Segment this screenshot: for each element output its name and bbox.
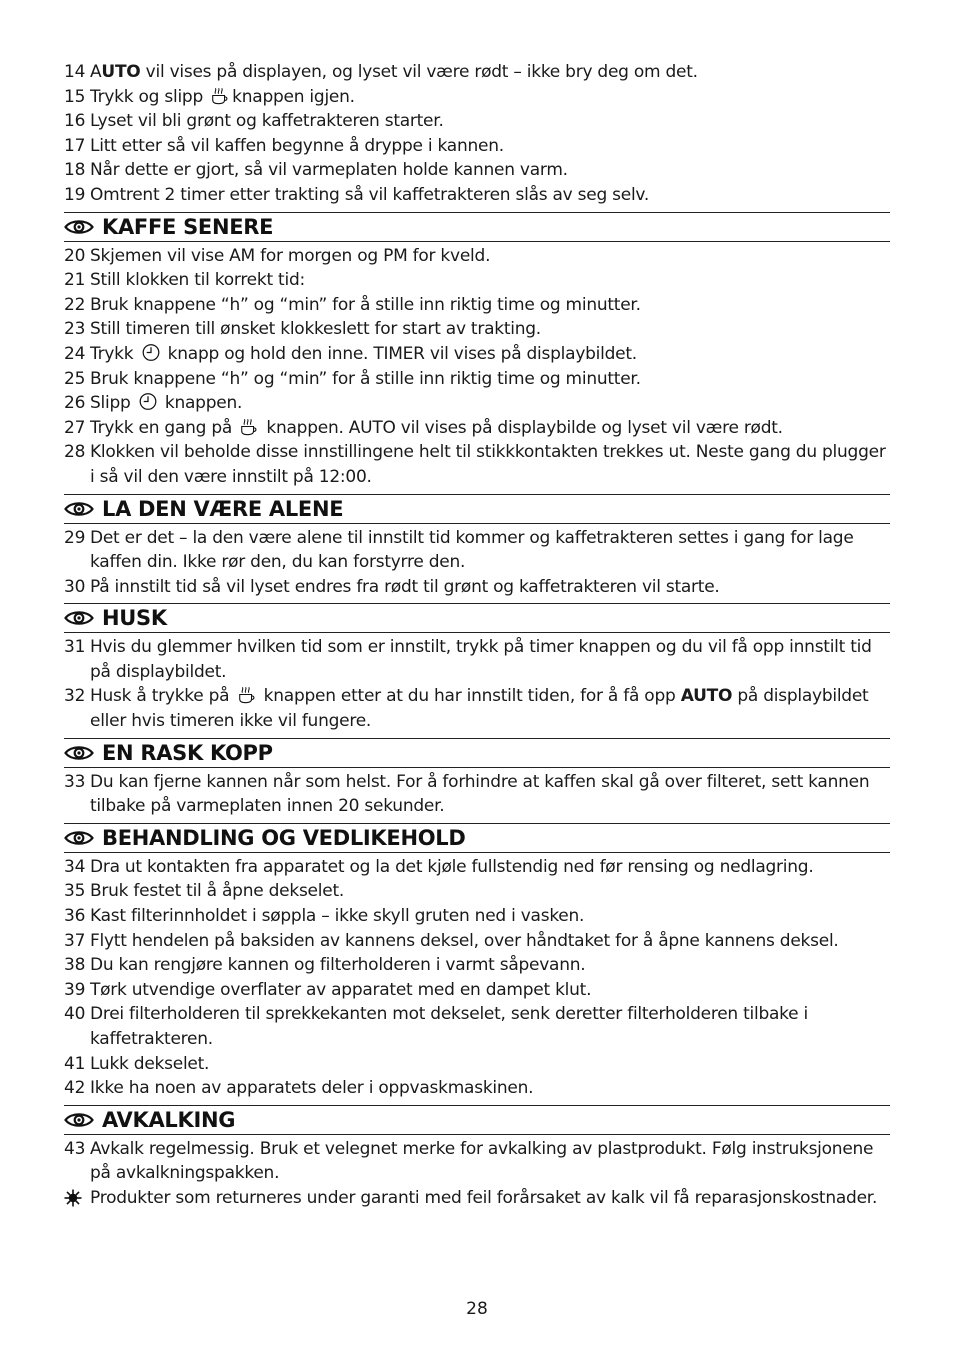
- list-item: [64, 416, 890, 441]
- item-number: 26: [64, 393, 86, 414]
- item-text-content: Still klokken til korrekt tid:: [90, 270, 305, 291]
- item-text-content: Hvis du glemmer hvilken tid som er innstilt, trykk på timer knappen og du vil få opp innstilt tid på displaybildet.: [90, 637, 872, 682]
- item-number: 40: [64, 1004, 86, 1025]
- list-item: [64, 134, 890, 159]
- list-item: [64, 929, 890, 954]
- list-item: [64, 367, 890, 392]
- item-text-part: Slipp: [90, 393, 136, 414]
- item-number: 17: [64, 135, 86, 156]
- item-text: [90, 931, 839, 951]
- item-text: [90, 160, 568, 180]
- item-number: 42: [64, 1078, 86, 1099]
- item-text-content: Kast filterinnholdet i søppla – ikke skyll gruten ned i vasken.: [90, 906, 585, 927]
- item-text-content: Tørk utvendige overflater av apparatet med en dampet klut.: [90, 979, 592, 1000]
- item-bold-text: AUTO: [680, 686, 733, 707]
- item-text-part: knappen etter at du har innstilt tiden, for å få opp: [258, 686, 681, 707]
- item-text: [90, 442, 886, 487]
- item-text-part: knapp og hold den inne. TIMER vil vises på displaybildet.: [162, 343, 637, 364]
- item-text-content: Omtrent 2 timer etter trakting så vil kaffetrakteren slås av seg selv.: [90, 184, 650, 205]
- item-number: 28: [64, 442, 86, 463]
- item-number: 35: [64, 881, 86, 902]
- item-text-part: A: [90, 62, 102, 82]
- list-item: [64, 317, 890, 342]
- item-number: 24: [64, 343, 86, 364]
- item-text: [90, 528, 854, 573]
- list-item: [64, 904, 890, 929]
- item-text: [90, 906, 584, 926]
- list-item: [64, 953, 890, 978]
- eye-icon: [64, 219, 94, 235]
- section-title: HUSK: [102, 606, 167, 631]
- item-text-content: Klokken vil beholde disse innstillingene helt til stikkkontakten trekkes ut. Neste gang du plugger i så vil den være innstilt på 12:00.: [90, 442, 886, 487]
- list-item: [64, 879, 890, 904]
- item-text-content: Det er det – la den være alene til innstilt tid kommer og kaffetrakteren settes i gang for lage kaffen din. Ikke rør den, du kan forstyrre den.: [90, 527, 854, 573]
- item-text-content: Produkter som returneres under garanti med feil forårsaket av kalk vil få reparasjonskostnader.: [90, 1187, 878, 1208]
- list-item: [64, 342, 890, 367]
- clock-icon: [138, 392, 158, 411]
- item-text: [90, 577, 720, 597]
- item-text: [90, 1004, 808, 1049]
- list-item: [64, 60, 890, 85]
- list-item: [64, 1137, 890, 1186]
- section-title: BEHANDLING OG VEDLIKEHOLD: [102, 825, 466, 850]
- item-text: [90, 344, 637, 364]
- item-text-content: Avkalk regelmessig. Bruk et velegnet merke for avkalking av plastprodukt. Følg instruksjonene på avkalkningspakken.: [90, 1138, 874, 1184]
- list-item: [64, 391, 890, 416]
- item-text-content: Skjemen vil vise AM for morgen og PM for kveld.: [90, 245, 491, 266]
- section-header: [64, 823, 890, 853]
- list-item: [64, 684, 890, 733]
- list-item: [64, 244, 890, 269]
- item-text: [90, 1078, 533, 1098]
- list-item: [64, 293, 890, 318]
- list-item: [64, 1076, 890, 1101]
- item-text-content: Litt etter så vil kaffen begynne å dryppe i kannen.: [90, 135, 504, 156]
- item-number: 27: [64, 417, 86, 438]
- item-number: 14: [64, 62, 86, 82]
- item-bold-text: UTO: [101, 62, 141, 82]
- item-number: 31: [64, 637, 86, 658]
- item-text: [90, 857, 813, 877]
- section-header: [64, 212, 890, 242]
- item-text-part: Trykk en gang på: [90, 417, 238, 438]
- list-item: [64, 183, 890, 208]
- item-text: [90, 980, 591, 1000]
- item-text-part: Trykk: [90, 343, 139, 364]
- item-number: 25: [64, 368, 86, 389]
- item-text: [90, 62, 698, 82]
- item-number: 37: [64, 930, 86, 951]
- item-text: [90, 881, 344, 901]
- item-text: [90, 772, 869, 817]
- eye-icon: [64, 830, 94, 846]
- section-header: [64, 494, 890, 524]
- eye-icon: [64, 501, 94, 517]
- item-number: 32: [64, 686, 86, 707]
- item-text-content: Lukk dekselet.: [90, 1053, 210, 1074]
- item-text-part: Trykk og slipp: [90, 86, 209, 107]
- item-text: [90, 1139, 873, 1184]
- section-header: [64, 738, 890, 768]
- item-text: [90, 369, 641, 389]
- item-text-part: knappen. AUTO vil vises på displaybilde og lyset vil være rødt.: [261, 417, 783, 438]
- eye-icon: [64, 610, 94, 626]
- item-text-content: Dra ut kontakten fra apparatet og la det kjøle fullstendig ned før rensing og nedlagring.: [90, 856, 814, 877]
- item-text-content: Bruk knappene “h” og “min” for å stille inn riktig time og minutter.: [90, 294, 641, 315]
- coffee-cup-icon: [239, 417, 259, 436]
- item-number: 30: [64, 576, 86, 597]
- item-text-content: Du kan rengjøre kannen og filterholderen i varmt såpevann.: [90, 955, 586, 976]
- section-title: EN RASK KOPP: [102, 740, 273, 765]
- list-item: [64, 268, 890, 293]
- coffee-cup-icon: [210, 86, 230, 105]
- list-item: [64, 526, 890, 575]
- list-item: [64, 1002, 890, 1051]
- item-text-content: Drei filterholderen til sprekkekanten mot dekselet, senk deretter filterholderen tilbake i kaffetrakteren.: [90, 1004, 808, 1049]
- item-text: [90, 246, 490, 266]
- item-text-content: Still timeren till ønsket klokkeslett for start av trakting.: [90, 319, 541, 340]
- list-item: [64, 440, 890, 489]
- list-item: [64, 1186, 890, 1211]
- item-number: 36: [64, 906, 86, 927]
- item-text: [90, 955, 585, 975]
- coffee-cup-icon: [237, 685, 257, 704]
- list-item: [64, 770, 890, 819]
- item-number: 34: [64, 856, 86, 877]
- item-number: 19: [64, 184, 86, 205]
- item-text: [90, 1054, 209, 1074]
- page-content: [64, 60, 890, 1211]
- item-number: 23: [64, 319, 86, 340]
- item-text: [90, 393, 242, 413]
- item-text-content: Ikke ha noen av apparatets deler i oppvaskmaskinen.: [90, 1078, 534, 1099]
- item-text-part: knappen igjen.: [232, 86, 355, 107]
- item-text: [90, 295, 641, 315]
- item-text: [90, 87, 355, 107]
- item-number: 39: [64, 979, 86, 1000]
- list-item: [64, 109, 890, 134]
- item-text: [90, 111, 444, 131]
- clock-icon: [141, 343, 161, 362]
- section-title: LA DEN VÆRE ALENE: [102, 496, 344, 521]
- item-number: 18: [64, 160, 86, 181]
- item-number: 43: [64, 1138, 86, 1159]
- item-text-part: Husk å trykke på: [90, 686, 235, 707]
- item-text: [90, 686, 868, 731]
- item-text-content: Når dette er gjort, så vil varmeplaten holde kannen varm.: [90, 160, 568, 181]
- list-item: [64, 85, 890, 110]
- section-title: KAFFE SENERE: [102, 214, 274, 239]
- item-text: [90, 136, 504, 156]
- list-item: [64, 575, 890, 600]
- item-number: 15: [64, 86, 86, 107]
- list-item: [64, 1052, 890, 1077]
- item-text: [90, 185, 649, 205]
- section-header: [64, 1105, 890, 1135]
- item-text: [90, 319, 541, 339]
- item-text: [90, 270, 305, 290]
- item-number: 16: [64, 111, 86, 132]
- item-text-part: knappen.: [159, 393, 243, 414]
- page-number: 28: [466, 1299, 488, 1319]
- item-text-content: Bruk knappene “h” og “min” for å stille inn riktig time og minutter.: [90, 368, 641, 389]
- item-text: [90, 1188, 877, 1208]
- item-text-part: på displaybildet eller hvis timeren ikke vil fungere.: [90, 686, 869, 732]
- eye-icon: [64, 745, 94, 761]
- item-text: [90, 637, 872, 682]
- list-item: [64, 635, 890, 684]
- section-header: [64, 603, 890, 633]
- item-text-content: På innstilt tid så vil lyset endres fra rødt til grønt og kaffetrakteren vil starte.: [90, 576, 720, 597]
- item-number: 22: [64, 294, 86, 315]
- item-number: 20: [64, 245, 86, 266]
- item-text-content: Bruk festet til å åpne dekselet.: [90, 881, 345, 902]
- section-title: AVKALKING: [102, 1107, 236, 1132]
- warning-star-icon: [64, 1189, 82, 1207]
- item-text-content: Du kan fjerne kannen når som helst. For å forhindre at kaffen skal gå over filteret, sett kannen tilbake på varmeplaten innen 20 sekunder.: [90, 771, 870, 817]
- list-item: [64, 158, 890, 183]
- item-number: 41: [64, 1053, 86, 1074]
- item-text: [90, 418, 783, 438]
- list-item: [64, 855, 890, 880]
- item-number: 38: [64, 955, 86, 976]
- item-text-content: Flytt hendelen på baksiden av kannens deksel, over håndtaket for å åpne kannens deksel.: [90, 930, 839, 951]
- list-item: [64, 978, 890, 1003]
- eye-icon: [64, 1112, 94, 1128]
- item-number: 21: [64, 270, 86, 291]
- item-text-part: vil vises på displayen, og lyset vil være rødt – ikke bry deg om det.: [140, 62, 698, 82]
- item-text-content: Lyset vil bli grønt og kaffetrakteren starter.: [90, 111, 444, 132]
- item-number: 29: [64, 527, 86, 548]
- item-number: 33: [64, 771, 86, 792]
